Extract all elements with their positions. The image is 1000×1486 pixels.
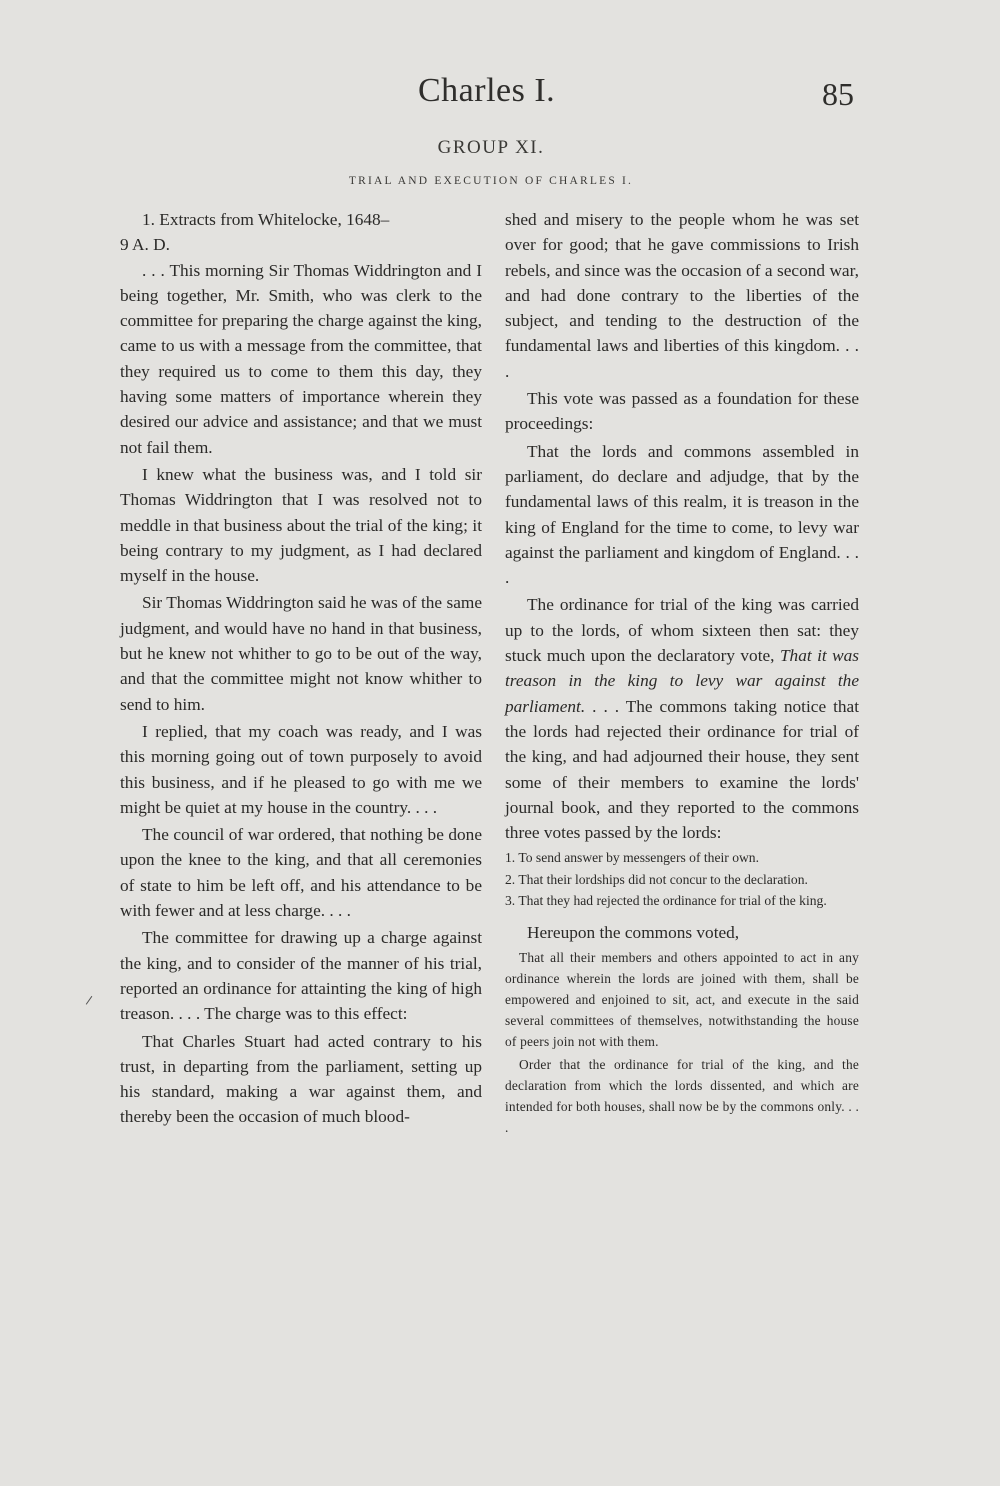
resolution: Order that the ordinance for trial of the king, and the declaration from which the lords dissented, and which are intended for both houses, shall now be by the commons only. . . . [505,1057,859,1136]
ink-mark [86,996,97,1008]
item-title-line-1: 1. Extracts from Whitelocke, 1648– [142,210,390,229]
paragraph-continued: shed and misery to the people whom he was set over for good; that he gave commissions to Irish rebels, and since was the occasion of a second war, and had done contrary to the liberties of the subject, and tending to the destruction of the fundamental laws and liberties of this kingdom. . . . [505,210,859,381]
paragraph: I knew what the business was, and I told sir Thomas Widdrington that I was resolved not to meddle in that business about the trial of the king; it being contrary to my judgment, as I had declared myself in the house. [120,464,482,586]
paragraph: This vote was passed as a foundation for these proceedings: [505,389,859,434]
ordinance-text-before: The ordinance for trial of the king was carried up to the lords, of whom sixteen then sat: they stuck much upon the declaratory vote, [505,595,859,666]
vote-item: 1. To send answer by messengers of their own. [505,850,760,866]
vote-item: 3. That they had rejected the ordinance for trial of the king. [505,893,827,909]
section-subheading: TRIAL AND EXECUTION OF CHARLES I. [348,175,634,187]
paragraph: That the lords and commons assembled in parliament, do declare and adjudge, that by the fundamental laws of this realm, it is treason in the king of England for the time to come, to levy war against the parliament and kingdom of England. . . . [505,441,859,588]
vote-item: 2. That their lordships did not concur to the declaration. [505,871,808,887]
paragraph: Sir Thomas Widdrington said he was of the same judgment, and would have no hand in that business, but he knew not whither to go to be out of the way, and that the committee might not know whither to send to him. [120,593,482,714]
left-column [120,207,482,1130]
resolution: That all their members and others appointed to act in any ordinance wherein the lords are joined with them, shall be empowered and enjoined to sit, act, and execute in the said several committees of themselves, notwithstanding the house of peers join not with them. [505,950,859,1050]
declaratory-vote-quote: That it was treason in the king to levy war against the parliament. [505,646,859,716]
group-heading: GROUP XI. [437,137,545,158]
paragraph: That Charles Stuart had acted contrary to his trust, in departing from the parliament, setting up his standard, making a war against them, and thereby been the occasion of much blood- [120,1031,482,1127]
ordinance-text-after: . . . The commons taking notice that the lords had rejected their ordinance for trial of the king, and had adjourned their house, they sent some of their members to examine the lords' journal book, and they reported to the commons three votes passed by the lords: [505,696,860,843]
paragraph: The council of war ordered, that nothing be done upon the knee to the king, and that all ceremonies of state to him be left off, and his attendance to be with fewer and at less charge. . . . [120,825,482,921]
page-number: 85 [822,76,854,112]
ordinance-paragraph [505,592,859,845]
running-head [0,72,1000,122]
paragraph: The committee for drawing up a charge against the king, and to consider of the manner of his trial, reported an ordinance for attainting the king of high treason. . . . The charge was to this effect: [120,928,482,1024]
right-column [505,207,859,1138]
paragraph: I replied, that my coach was ready, and I was this morning going out of town purposely to avoid this business, and if he pleased to go with me we might be quiet at my house in the country. . . . [120,721,482,817]
paragraph: . . . This morning Sir Thomas Widdrington and I being together, Mr. Smith, who was clerk to the committee for preparing the charge against the king, came to us with a message from the committee, that they required us to come to them this day, they having some matters of importance wherein they desired our advice and assistance; and that we must not fail them. [120,260,482,457]
hereupon-line: Hereupon the commons voted, [527,922,740,942]
running-title: Charles I. [418,72,556,109]
item-title-line-2: 9 A. D. [120,235,170,255]
